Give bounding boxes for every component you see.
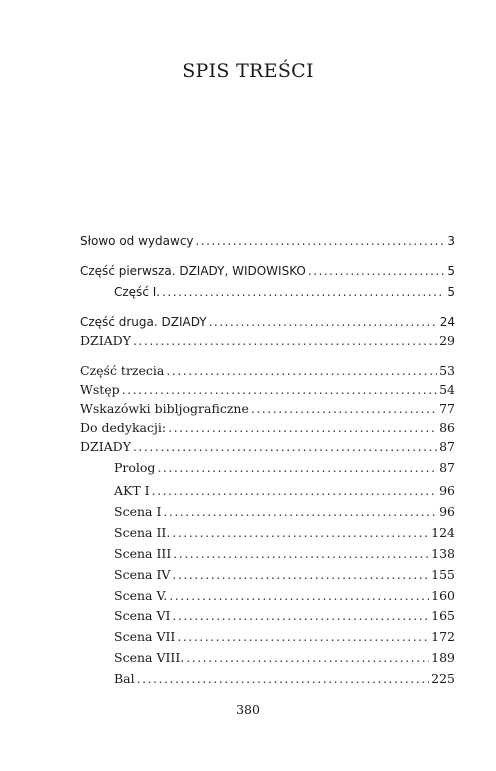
toc-entry-page: 165 — [431, 608, 455, 623]
page-number: 380 — [236, 702, 260, 717]
toc-entry-label: Scena V. — [114, 588, 168, 603]
toc-entry — [80, 439, 455, 458]
toc-entry — [114, 504, 455, 523]
toc-leader-dots — [133, 333, 437, 348]
toc-entry — [80, 333, 455, 352]
toc-entry-label: Część druga. DZIADY — [80, 315, 207, 329]
toc-entry-label: Scena I — [114, 504, 162, 519]
toc-entry — [114, 285, 455, 304]
toc-entry — [114, 546, 455, 565]
toc-entry — [80, 363, 455, 382]
toc-entry-page: 225 — [431, 671, 455, 686]
toc-entry-page: 124 — [431, 525, 455, 540]
toc-entry-page: 3 — [447, 234, 455, 248]
toc-entry — [114, 483, 455, 502]
toc-leader-dots — [122, 382, 437, 397]
toc-leader-dots — [172, 525, 429, 540]
toc-entry-label: AKT I — [114, 483, 150, 498]
toc-entry — [114, 525, 455, 544]
toc-leader-dots — [166, 363, 437, 378]
toc-entry — [114, 608, 455, 627]
toc-leader-dots — [209, 315, 438, 329]
toc-entry-label: Scena VIII. — [114, 650, 185, 665]
toc-entry-label: Słowo od wydawcy — [80, 234, 194, 248]
toc-entry-page: 77 — [439, 401, 455, 416]
toc-entry — [80, 264, 455, 283]
toc-entry — [114, 671, 455, 690]
toc-entry-page: 138 — [431, 546, 455, 561]
toc-leader-dots — [133, 439, 437, 454]
toc-entry-page: 172 — [431, 629, 455, 644]
toc-leader-dots — [172, 608, 429, 623]
toc-leader-dots — [173, 546, 429, 561]
toc-entry-label: Część I. — [114, 285, 161, 299]
toc-entry-page: 86 — [439, 420, 455, 435]
toc-leader-dots — [251, 401, 437, 416]
toc-entry-label: Scena II. — [114, 525, 171, 540]
toc-entry-page: 5 — [447, 285, 455, 299]
toc-entry — [80, 315, 455, 334]
toc-entry-page: 54 — [439, 382, 455, 397]
toc-entry — [114, 588, 455, 607]
toc-entry-page: 5 — [447, 264, 455, 278]
toc-entry — [80, 382, 455, 401]
toc-entry — [80, 420, 455, 439]
toc-entry-page: 87 — [439, 460, 455, 475]
toc-leader-dots — [163, 504, 437, 519]
toc-leader-dots — [177, 629, 429, 644]
toc-entry-page: 24 — [439, 315, 455, 329]
toc-leader-dots — [308, 264, 445, 278]
toc-leader-dots — [152, 483, 437, 498]
toc-leader-dots — [162, 285, 445, 299]
toc-entry — [114, 629, 455, 648]
toc-entry-label: Scena III — [114, 546, 172, 561]
toc-entry — [114, 460, 455, 479]
toc-leader-dots — [137, 671, 430, 686]
toc-entry-label: Bal — [114, 671, 135, 686]
toc-entry-label: Część pierwsza. DZIADY, WIDOWISKO — [80, 264, 306, 278]
toc-entry-label: Scena VI — [114, 608, 171, 623]
toc-leader-dots — [169, 588, 429, 603]
toc-entry-label: Wskazówki bibljograficzne — [80, 401, 249, 416]
toc-entry-page: 96 — [439, 504, 455, 519]
toc-entry-page: 87 — [439, 439, 455, 454]
page-title: SPIS TREŚCI — [182, 60, 314, 82]
toc-entry — [80, 234, 455, 253]
toc-entry-page: 160 — [431, 588, 455, 603]
toc-entry-page: 29 — [439, 333, 455, 348]
toc-leader-dots — [157, 460, 437, 475]
toc-entry-label: Wstęp — [80, 382, 120, 397]
toc-entry-page: 189 — [431, 650, 455, 665]
toc-entry — [80, 401, 455, 420]
toc-leader-dots — [186, 650, 429, 665]
toc-entry-label: Scena VII — [114, 629, 176, 644]
toc-entry-label: Scena IV — [114, 567, 171, 582]
toc-entry-label: Część trzecia — [80, 363, 165, 378]
toc-entry — [114, 567, 455, 586]
toc-leader-dots — [172, 567, 429, 582]
toc-entry-page: 96 — [439, 483, 455, 498]
toc-leader-dots — [196, 234, 446, 248]
toc-entry-label: DZIADY — [80, 439, 131, 454]
toc-entry-label: Do dedykacji: — [80, 420, 167, 435]
toc-leader-dots — [168, 420, 437, 435]
toc-entry — [114, 650, 455, 669]
toc-entry-page: 53 — [439, 363, 455, 378]
toc-entry-label: DZIADY — [80, 333, 131, 348]
toc-entry-page: 155 — [431, 567, 455, 582]
toc-entry-label: Prolog — [114, 460, 156, 475]
